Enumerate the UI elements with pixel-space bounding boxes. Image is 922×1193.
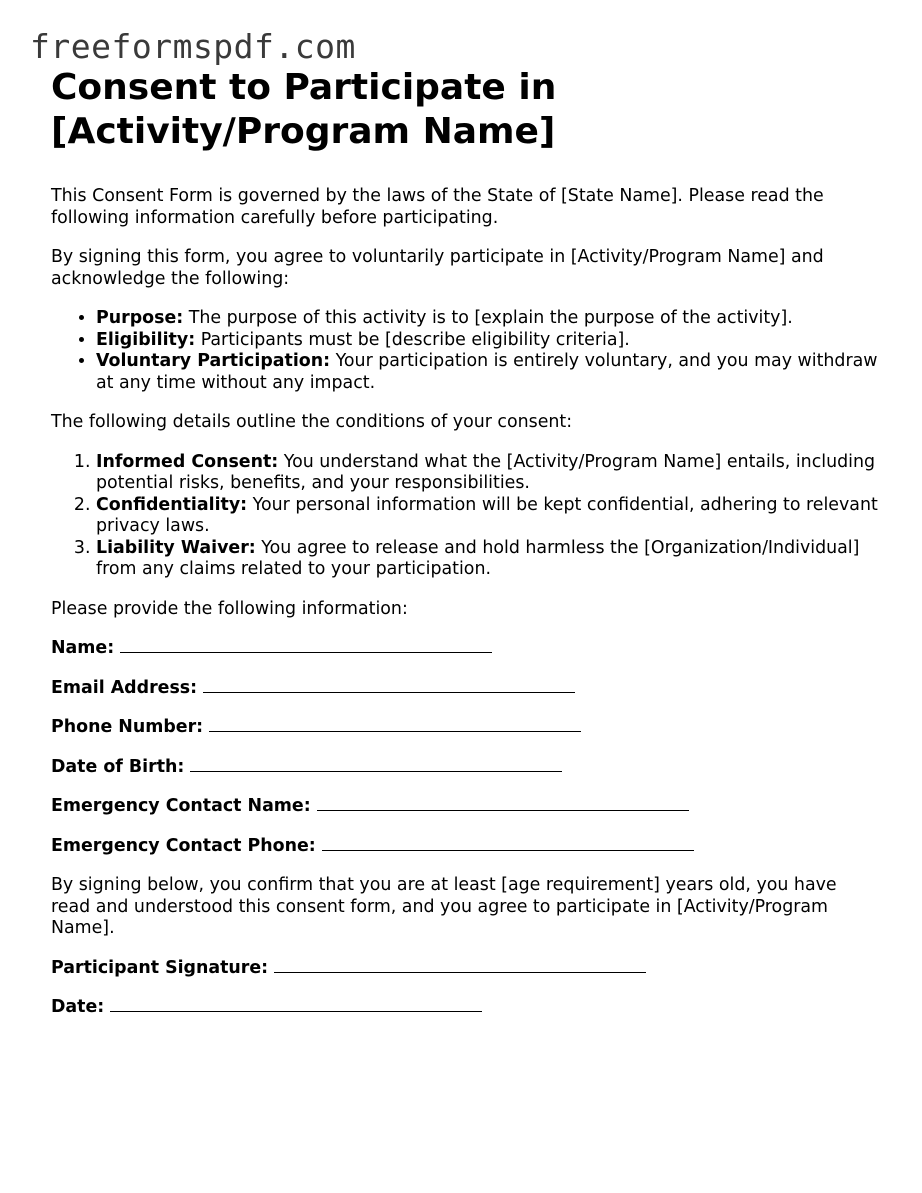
list-item-text: Your participation is entirely voluntary, and you may withdraw at any time without any impact.: [96, 351, 878, 393]
page-title: Consent to Participate in [Activity/Program Name]: [51, 67, 557, 152]
list-item-text: You understand what the [Activity/Program Name] entails, including potential risks, benefits, and your responsibilities.: [96, 451, 876, 493]
emergency-contact-phone-field: [51, 836, 881, 858]
field-label: Emergency Contact Name:: [51, 796, 311, 816]
field-label: Email Address:: [51, 677, 198, 698]
field-label: Emergency Contact Phone:: [51, 835, 316, 856]
list-item-term: Voluntary Participation:: [96, 351, 331, 371]
list-item: [96, 452, 881, 495]
list-item-text: Your personal information will be kept confidential, adhering to relevant privacy laws.: [96, 494, 878, 536]
email-input-line[interactable]: [203, 678, 575, 693]
list-item-text: You agree to release and hold harmless the [Organization/Individual] from any claims related to your participation.: [96, 537, 860, 579]
confirmation-paragraph: By signing below, you confirm that you are at least [age requirement] years old, you have read and understood this consent form, and you agree to participate in [Activity/Program Name].: [51, 875, 837, 938]
conditions-intro: The following details outline the conditions of your consent:: [51, 412, 573, 432]
acknowledgement-list: [51, 308, 881, 394]
list-item: [96, 495, 881, 538]
date-of-birth-input-line[interactable]: [190, 757, 562, 772]
date-of-birth-field: [51, 757, 881, 779]
list-item: [96, 538, 881, 581]
list-item-term: Eligibility:: [96, 329, 196, 350]
list-item: [96, 330, 881, 352]
list-item-term: Liability Waiver:: [96, 537, 256, 558]
list-item: [96, 308, 881, 330]
intro-paragraph-governing-law: This Consent Form is governed by the laws of the State of [State Name]. Please read the following information carefully before participating.: [51, 186, 824, 228]
emergency-contact-name-input-line[interactable]: [317, 796, 689, 811]
list-item-term: Purpose:: [96, 308, 184, 328]
list-item: [96, 351, 881, 394]
name-field: [51, 638, 881, 660]
conditions-list: [51, 452, 881, 581]
field-label: Date:: [51, 997, 105, 1017]
consent-form-document: [51, 66, 881, 1019]
participant-signature-field: [51, 958, 881, 980]
field-label: Phone Number:: [51, 717, 204, 737]
emergency-contact-phone-input-line[interactable]: [322, 836, 694, 851]
list-item-text: The purpose of this activity is to [explain the purpose of the activity].: [188, 308, 793, 328]
field-label: Date of Birth:: [51, 756, 185, 777]
list-item-text: Participants must be [describe eligibility criteria].: [200, 329, 630, 350]
list-item-term: Confidentiality:: [96, 494, 248, 515]
phone-field: [51, 717, 881, 739]
participant-signature-input-line[interactable]: [274, 958, 646, 973]
field-label: Name:: [51, 638, 115, 658]
info-prompt: Please provide the following information:: [51, 598, 408, 619]
date-field: [51, 997, 881, 1019]
list-item-term: Informed Consent:: [96, 451, 279, 472]
field-label: Participant Signature:: [51, 957, 269, 978]
intro-paragraph-agreement: By signing this form, you agree to voluntarily participate in [Activity/Program Name] and acknowledge the following:: [51, 247, 824, 289]
watermark-text: freeformspdf.com: [30, 27, 356, 66]
name-input-line[interactable]: [120, 638, 492, 653]
email-field: [51, 678, 881, 700]
emergency-contact-name-field: [51, 796, 881, 818]
phone-input-line[interactable]: [209, 717, 581, 732]
date-input-line[interactable]: [110, 997, 482, 1012]
